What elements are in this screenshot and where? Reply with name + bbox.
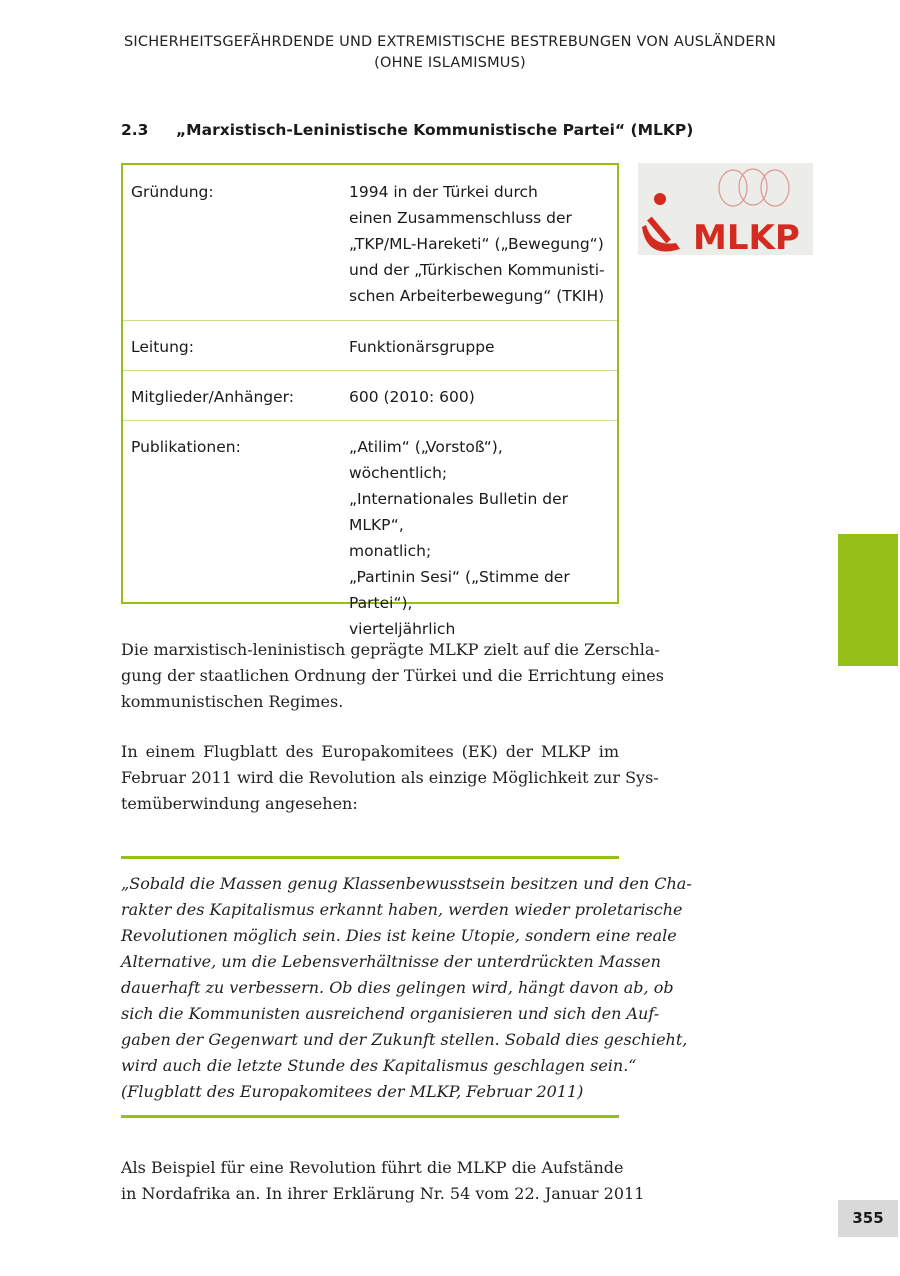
value-line: wöchentlich; — [349, 464, 448, 482]
running-header-line1: SICHERHEITSGEFÄHRDENDE UND EXTREMISTISCHE BESTREBUNGEN VON AUSLÄNDERN — [123, 34, 777, 50]
text-line: gaben der Gegenwart und der Zukunft stellen. Sobald dies geschieht, — [121, 1030, 688, 1049]
text-line: Alternative, um die Lebensverhältnisse der unterdrückten Massen — [121, 952, 661, 971]
text-line: (Flugblatt des Europakomitees der MLKP, Februar 2011) — [121, 1082, 584, 1101]
table-row — [123, 370, 617, 421]
row-label: Publikationen: — [131, 438, 241, 456]
value-line: „Internationales Bulletin der MLKP“, — [349, 490, 568, 534]
value-line: und der „Türkischen Kommunisti- — [349, 261, 605, 279]
value-line: 600 (2010: 600) — [349, 388, 475, 406]
row-value — [349, 334, 495, 360]
value-line: einen Zusammenschluss der — [349, 209, 572, 227]
value-line: „Atilim“ („Vorstoß“), — [349, 438, 503, 456]
value-line: 1994 in der Türkei durch — [349, 183, 538, 201]
section-number: 2.3 — [121, 121, 149, 139]
quote-rule-top — [121, 856, 619, 859]
text-line: Als Beispiel für eine Revolution führt die MLKP die Aufstände — [121, 1158, 624, 1177]
table-row — [123, 320, 617, 371]
quote-rule-bottom — [121, 1115, 619, 1118]
row-label: Mitglieder/Anhänger: — [131, 388, 294, 406]
text-line: kommunistischen Regimes. — [121, 692, 344, 711]
text-line: In einem Flugblatt des Europakomitees (EK) der MLKP im — [121, 742, 619, 761]
body-paragraph-3 — [121, 1155, 645, 1207]
row-value — [349, 384, 475, 410]
row-value — [349, 179, 605, 309]
row-label: Gründung: — [131, 183, 214, 201]
section-heading — [121, 121, 693, 139]
table-row — [123, 420, 617, 638]
value-line: Funktionärsgruppe — [349, 338, 495, 356]
text-line: gung der staatlichen Ordnung der Türkei und die Errichtung eines — [121, 666, 664, 685]
row-value — [349, 434, 617, 642]
value-line: „TKP/ML-Hareketi“ („Bewegung“) — [349, 235, 604, 253]
table-row — [123, 165, 617, 321]
text-line: Revolutionen möglich sein. Dies ist keine Utopie, sondern eine reale — [121, 926, 677, 945]
value-line: vierteljährlich — [349, 620, 456, 638]
text-line: Die marxistisch-leninistisch geprägte MLKP zielt auf die Zerschla- — [121, 640, 660, 659]
section-title: „Marxistisch-Leninistische Kommunistische Partei“ (MLKP) — [176, 121, 694, 139]
text-line: Februar 2011 wird die Revolution als einzige Möglichkeit zur Sys- — [121, 768, 659, 787]
value-line: monatlich; — [349, 542, 432, 560]
quote-block — [121, 871, 692, 1105]
mlkp-logo — [638, 163, 813, 255]
fact-table — [121, 163, 619, 638]
logo-text: MLKP — [693, 218, 800, 255]
page-number: 355 — [838, 1200, 898, 1237]
text-line: rakter des Kapitalismus erkannt haben, werden wieder proletarische — [121, 900, 683, 919]
running-header-line2: (OHNE ISLAMISMUS) — [374, 55, 526, 71]
body-paragraph-1 — [121, 637, 664, 715]
value-line: „Partinin Sesi“ („Stimme der Partei“), — [349, 568, 570, 612]
value-line: schen Arbeiterbewegung“ (TKIH) — [349, 287, 605, 305]
row-label: Leitung: — [131, 338, 194, 356]
text-line: „Sobald die Massen genug Klassenbewusstsein besitzen und den Cha- — [121, 874, 692, 893]
text-line: sich die Kommunisten ausreichend organisieren und sich den Auf- — [121, 1004, 660, 1023]
text-line: wird auch die letzte Stunde des Kapitalismus geschlagen sein.“ — [121, 1056, 637, 1075]
text-line: temüberwindung angesehen: — [121, 794, 358, 813]
portraits-icon — [719, 169, 789, 206]
hammer-sickle-icon — [642, 193, 680, 252]
text-line: dauerhaft zu verbessern. Ob dies gelingen wird, hängt davon ab, ob — [121, 978, 674, 997]
chapter-tab — [838, 534, 898, 666]
body-paragraph-2 — [121, 739, 659, 817]
text-line: in Nordafrika an. In ihrer Erklärung Nr. 54 vom 22. Januar 2011 — [121, 1184, 645, 1203]
